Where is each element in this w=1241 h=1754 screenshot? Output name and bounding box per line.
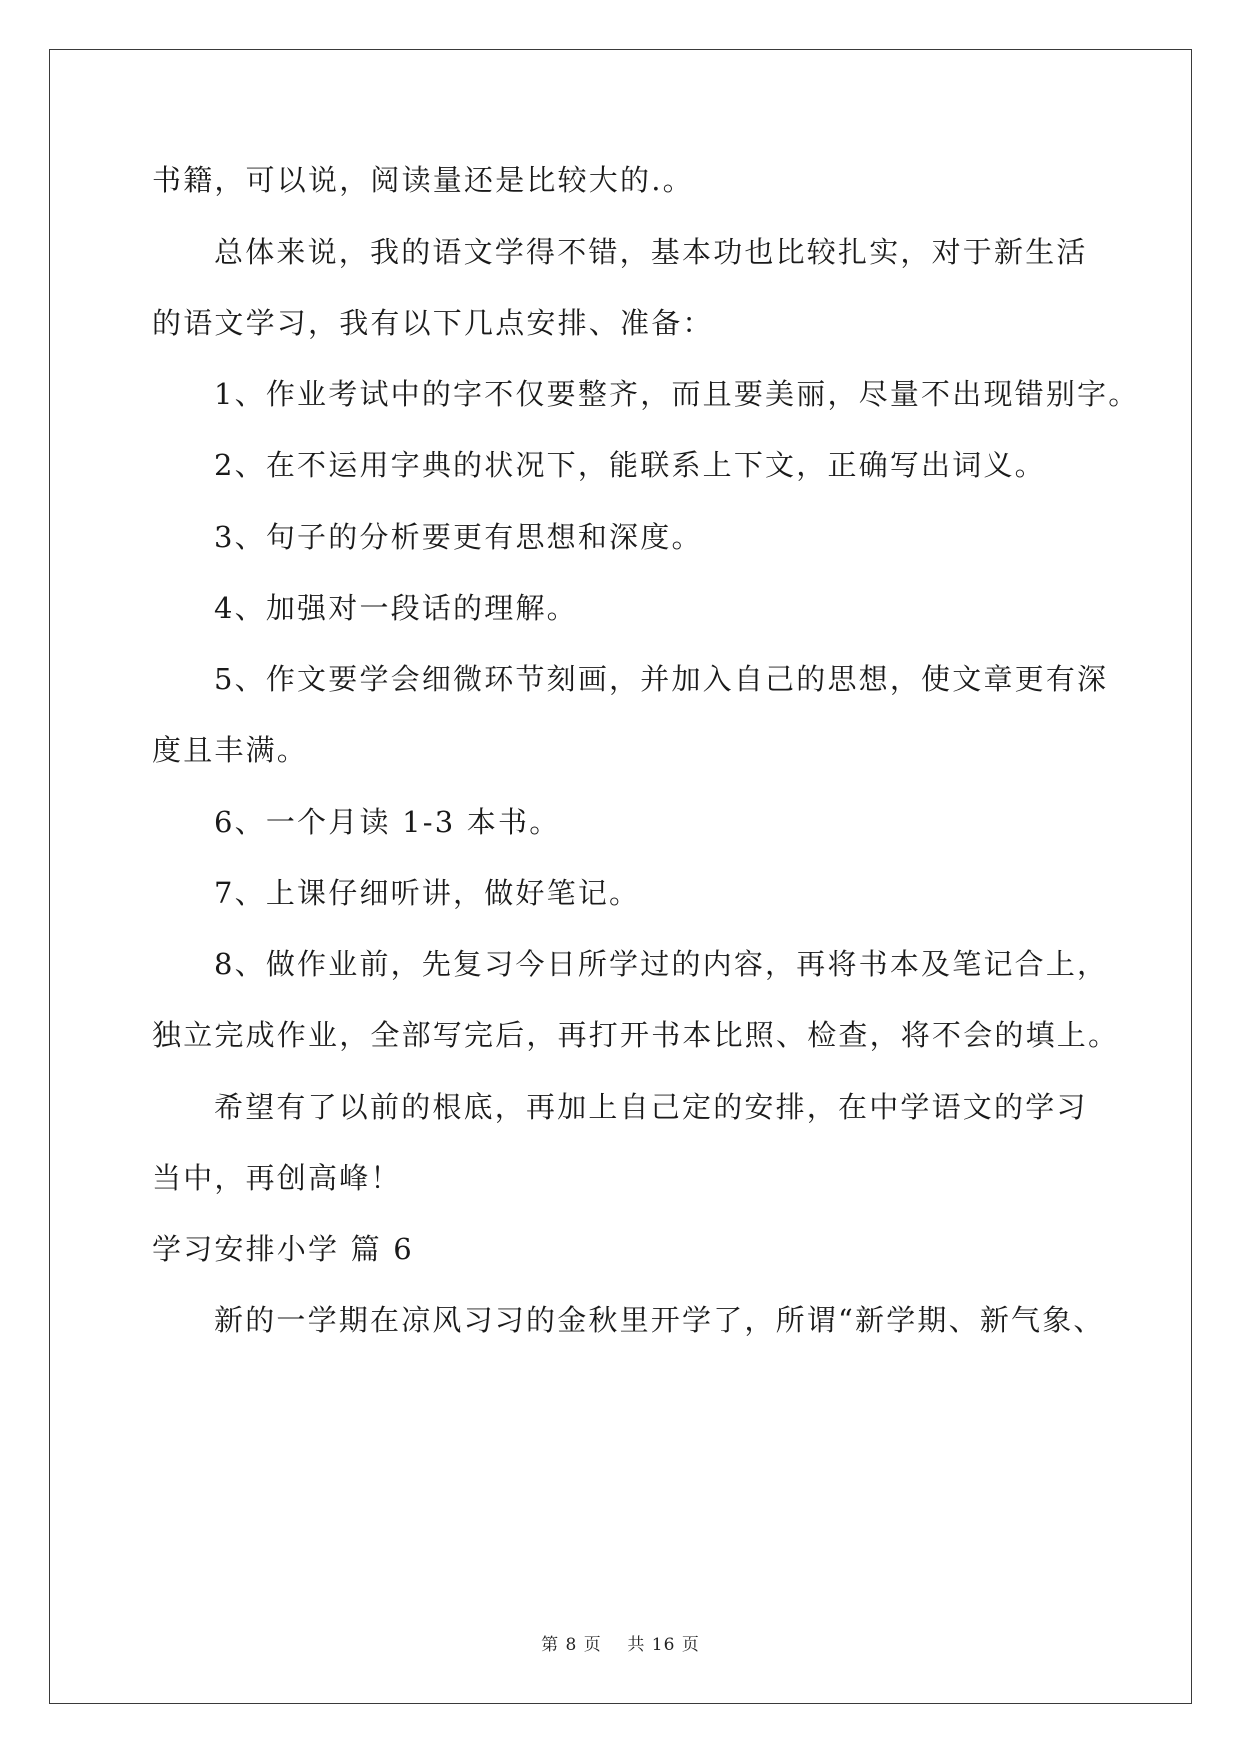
list-item: 1、作业考试中的字不仅要整齐，而且要美丽，尽量不出现错别字。 (214, 377, 1140, 411)
list-item: 7、上课仔细听讲，做好笔记。 (214, 876, 641, 910)
list-item: 4、加强对一段话的理解。 (214, 591, 578, 625)
list-item: 6、一个月读 1-3 本书。 (214, 805, 561, 839)
text-line: 当中，再创高峰！ (152, 1161, 402, 1195)
text-line: 的语文学习，我有以下几点安排、准备： (152, 306, 714, 340)
text-line: 独立完成作业，全部写完后，再打开书本比照、检查，将不会的填上。 (152, 1018, 1120, 1052)
section-heading: 学习安排小学 篇 6 (152, 1232, 414, 1266)
text-line: 度且丰满。 (152, 733, 309, 767)
list-item: 8、做作业前，先复习今日所学过的内容，再将书本及笔记合上， (214, 947, 1109, 981)
list-item: 5、作文要学会细微环节刻画，并加入自己的思想，使文章更有深 (214, 662, 1109, 696)
text-line: 新的一学期在凉风习习的金秋里开学了，所谓“新学期、新气象、 (214, 1303, 1105, 1337)
text-line: 希望有了以前的根底，再加上自己定的安排，在中学语文的学习 (214, 1090, 1088, 1124)
text-line: 书籍，可以说，阅读量还是比较大的.。 (152, 163, 694, 197)
list-item: 2、在不运用字典的状况下，能联系上下文，正确写出词义。 (214, 448, 1046, 482)
page-number: 第 8 页 共 16 页 (541, 1635, 700, 1655)
list-item: 3、句子的分析要更有思想和深度。 (214, 520, 703, 554)
text-line: 总体来说，我的语文学得不错，基本功也比较扎实，对于新生活 (214, 235, 1088, 269)
page-footer (0, 1630, 1241, 1655)
